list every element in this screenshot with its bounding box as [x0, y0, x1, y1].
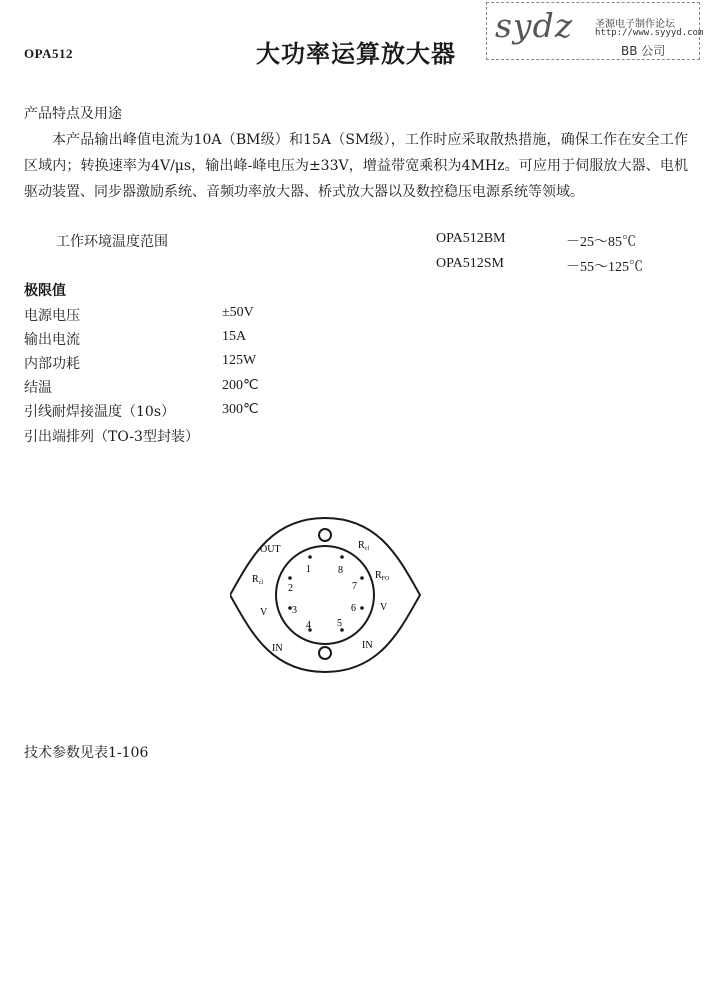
temp-label: 工作环境温度范围 [56, 234, 168, 250]
limit-label: 内部功耗 [24, 356, 80, 372]
watermark-forum: 圣源电子制作论坛 [595, 19, 675, 30]
label-rcl-top: $R_{cl}$ [358, 540, 370, 552]
limit-value: ±50V [222, 305, 254, 320]
pin-dot [360, 576, 364, 580]
pin-circle [276, 546, 374, 644]
limit-label: 引线耐焊接温度（10s） [24, 404, 175, 420]
pin-number: 1 [306, 564, 311, 575]
pin-number: 3 [292, 605, 297, 616]
part-number: OPA512 [24, 46, 73, 61]
temp-model-bm: OPA512BM [436, 231, 506, 246]
limits-heading: 极限值 [24, 283, 66, 299]
temp-model-sm: OPA512SM [436, 256, 504, 271]
mounting-hole-bottom [319, 647, 331, 659]
mounting-hole-top [319, 529, 331, 541]
limit-label: 结温 [24, 380, 52, 396]
label-in-minus: IN [272, 643, 283, 654]
features-heading: 产品特点及用途 [24, 106, 122, 122]
limit-value: 200℃ [222, 378, 259, 393]
watermark-company: BB 公司 [621, 44, 666, 58]
to3-package-diagram [230, 505, 460, 685]
pin-number: 8 [338, 565, 343, 576]
label-v-plus: V [380, 602, 388, 613]
limit-value: 15A [222, 329, 247, 344]
watermark-url: http://www.syyyd.com [595, 28, 704, 38]
pin-number: 5 [337, 618, 342, 629]
pinout-title: 引出端排列（TO-3型封装） [24, 429, 199, 445]
pin-dot [360, 606, 364, 610]
label-rcl-left: $R_{cl}$ [252, 574, 264, 586]
pin-dot [308, 555, 312, 559]
page-title: 大功率运算放大器 [256, 39, 456, 68]
label-out: OUT [260, 544, 281, 555]
pin-dot [288, 576, 292, 580]
limit-label: 电源电压 [24, 308, 80, 324]
watermark-logo: sydz [495, 6, 574, 45]
watermark [486, 2, 704, 60]
pin-dot [340, 555, 344, 559]
pin-number: 7 [352, 581, 357, 592]
temp-range-sm: －55～125℃ [566, 260, 643, 275]
pin-number: 2 [288, 583, 293, 594]
features-paragraph: 本产品输出峰值电流为10A（BM级）和15A（SM级），工作时应采取散热措施，确保工作在安全工作区域内；转换速率为4V/μs，输出峰-峰电压为±33V，增益带宽乘积为4MHz。可应用于伺服放大器、电机驱动装置、同步器激励系统、音频功率放大器、桥式放大器以及数控稳压电源系统等领域。 [24, 132, 688, 200]
pin-number: 4 [306, 620, 311, 631]
limit-label: 输出电流 [24, 332, 80, 348]
label-rfo: $R_{FO}$ [375, 570, 390, 582]
limit-value: 300℃ [222, 402, 259, 417]
footer-note: 技术参数见表1-106 [24, 745, 149, 761]
temp-range-bm: －25～85℃ [566, 235, 636, 250]
label-v-minus: V [260, 607, 268, 618]
pin-number: 6 [351, 603, 356, 614]
label-in-plus: IN [362, 640, 373, 651]
limit-value: 125W [222, 353, 257, 368]
